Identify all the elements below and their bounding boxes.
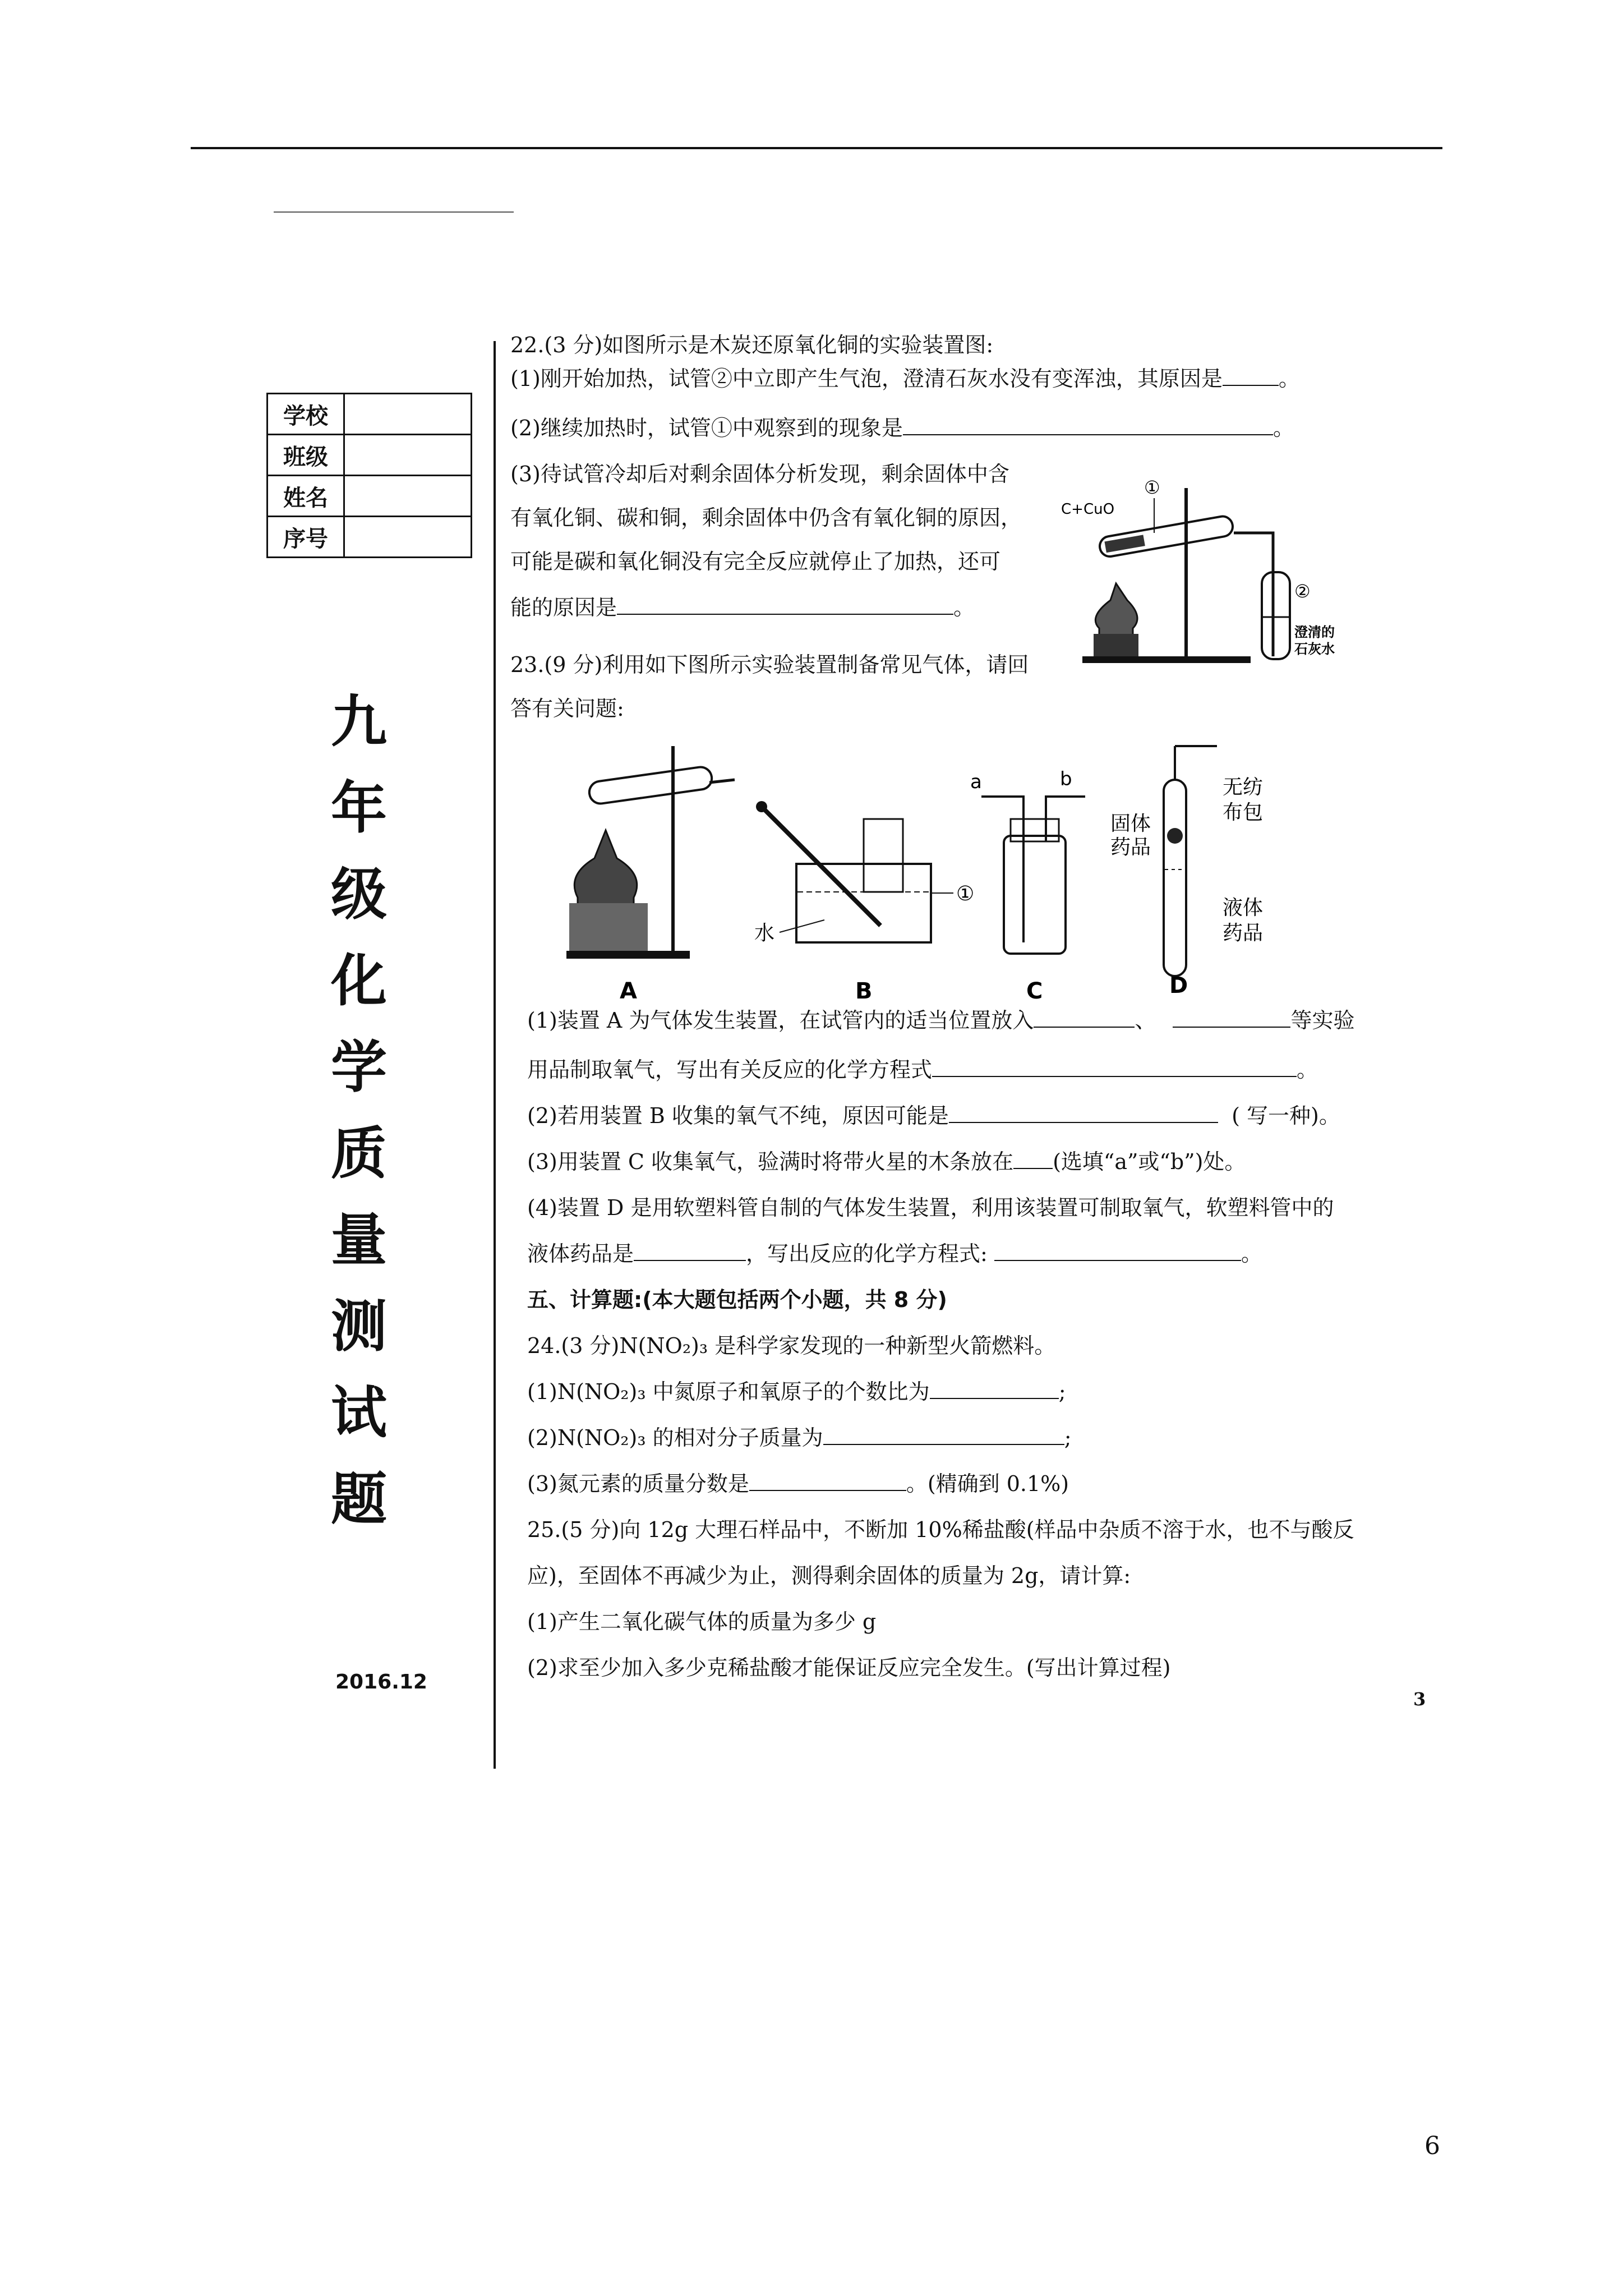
apparatus-B — [754, 801, 974, 1004]
exam-title-vertical — [325, 679, 393, 1543]
q22-part3-line1: (3)待试管冷却后对剩余固体分析发现，剩余固体中含 — [510, 462, 1009, 486]
exam-date: 2016.12 — [335, 1671, 427, 1694]
title-char: 学 — [331, 1034, 387, 1100]
apparatus-C — [970, 768, 1085, 1004]
q23-part1-text: (1)装置 A 为气体发生装置，在试管内的适当位置放入 — [527, 1008, 1034, 1033]
answer-blank[interactable] — [634, 1243, 746, 1261]
label-D: D — [1169, 973, 1188, 999]
label-B: B — [855, 978, 873, 1004]
port-b: b — [1060, 768, 1072, 790]
solid-label-line2: 药品 — [1110, 836, 1151, 859]
q23-part2-text: (2)若用装置 B 收集的氧气不纯，原因可能是 — [527, 1103, 949, 1128]
q25-stem-line2: 应)，至固体不再减少为止，测得剩余固体的质量为 2g，请计算: — [527, 1563, 1131, 1588]
answer-blank[interactable] — [823, 1427, 1064, 1445]
title-char: 题 — [331, 1466, 387, 1532]
q23-part2-tail: ( 写一种)。 — [1232, 1103, 1340, 1128]
limewater-label-line1: 澄清的 — [1294, 624, 1335, 640]
apparatus-A — [566, 746, 735, 1004]
answer-blank[interactable] — [949, 1105, 1218, 1123]
q22-stem: 22.(3 分)如图所示是木炭还原氧化铜的实验装置图: — [510, 333, 994, 357]
student-info-table — [266, 393, 472, 558]
q22-part2-text: (2)继续加热时，试管①中观察到的现象是 — [510, 416, 903, 440]
circle1-marker: ① — [956, 882, 975, 905]
q23-part3 — [527, 1149, 1246, 1175]
title-char: 级 — [331, 862, 387, 927]
title-char: 试 — [331, 1380, 387, 1446]
info-value-field[interactable] — [344, 435, 472, 476]
q24-part2: (2)N(NO₂)₃ 的相对分子质量为 ; — [527, 1425, 1072, 1450]
q23-part4-line2: 液体药品是 ，写出反应的化学方程式: 。 — [527, 1241, 1262, 1266]
info-label: 姓名 — [268, 476, 344, 517]
q25-part2: (2)求至少加入多少克稀盐酸才能保证反应完全发生。(写出计算过程) — [527, 1655, 1171, 1680]
water-label: 水 — [754, 922, 775, 945]
solid-label-line1: 固体 — [1110, 812, 1151, 835]
q23-part1-line1 — [527, 1007, 1354, 1033]
q22-apparatus-figure — [1060, 471, 1352, 679]
label-A: A — [620, 978, 637, 1004]
tube1-marker: ① — [1144, 477, 1160, 498]
info-row-name — [268, 476, 472, 517]
info-value-field[interactable] — [344, 476, 472, 517]
q23-part1-tail: 等实验 — [1290, 1008, 1355, 1033]
answer-blank[interactable] — [903, 417, 1273, 435]
label-C: C — [1026, 978, 1043, 1004]
port-a: a — [970, 771, 982, 793]
q24-part3-tail: 。(精确到 0.1%) — [906, 1471, 1069, 1496]
title-char: 量 — [331, 1207, 387, 1273]
title-char: 年 — [331, 775, 387, 841]
section5-heading: 五、计算题:(本大题包括两个小题，共 8 分) — [527, 1287, 947, 1312]
q22-part3-line2: 有氧化铜、碳和铜，剩余固体中仍含有氧化铜的原因， — [510, 505, 1022, 530]
inner-page-number: 3 — [1413, 1688, 1426, 1710]
info-value-field[interactable] — [344, 394, 472, 435]
binding-line — [494, 341, 496, 1769]
q23-part1-text2: 用品制取氧气，写出有关反应的化学方程式 — [527, 1057, 933, 1082]
page-number: 6 — [1424, 2132, 1440, 2160]
q23-part3-tail: (选填“a”或“b”)处。 — [1053, 1149, 1246, 1174]
q23-part2 — [527, 1103, 1340, 1129]
q22-part1: (1)刚开始加热，试管②中立即产生气泡，澄清石灰水没有变浑浊，其原因是 。 — [510, 366, 1300, 391]
q23-apparatus-figure — [555, 729, 1329, 1010]
info-label: 班级 — [268, 435, 344, 476]
info-row-number — [268, 517, 472, 558]
q23-part4-text: 液体药品是 — [527, 1241, 634, 1266]
answer-blank[interactable] — [749, 1473, 906, 1491]
q22-part3-text: 能的原因是 — [510, 595, 617, 620]
q25-stem-line1: 25.(5 分)向 12g 大理石样品中，不断加 10%稀盐酸(样品中杂质不溶于水，也不与酸反 — [527, 1517, 1354, 1542]
answer-blank[interactable] — [994, 1243, 1241, 1261]
liquid-label-line2: 药品 — [1223, 922, 1264, 945]
q23-part1-line2: 用品制取氧气，写出有关反应的化学方程式 。 — [527, 1057, 1318, 1082]
apparatus-D — [1110, 746, 1263, 999]
info-value-field[interactable] — [344, 517, 472, 558]
answer-blank[interactable] — [1223, 368, 1279, 386]
info-label: 序号 — [268, 517, 344, 558]
q23-stem-line1: 23.(9 分)利用如下图所示实验装置制备常见气体，请回 — [510, 652, 1029, 677]
bag-label-line2: 布包 — [1223, 801, 1264, 824]
title-char: 测 — [331, 1294, 387, 1359]
q23-part4-line1: (4)装置 D 是用软塑料管自制的气体发生装置，利用该装置可制取氧气，软塑料管中的 — [527, 1195, 1334, 1220]
bag-label-line1: 无纺 — [1223, 776, 1264, 799]
liquid-label-line1: 液体 — [1223, 896, 1264, 919]
q23-stem-line2: 答有关问题: — [510, 696, 624, 721]
q24-part1-text: (1)N(NO₂)₃ 中氮原子和氧原子的个数比为 — [527, 1379, 930, 1404]
limewater-label-line2: 石灰水 — [1294, 641, 1335, 657]
info-label: 学校 — [268, 394, 344, 435]
title-char: 质 — [331, 1121, 387, 1186]
reagent-label: C+CuO — [1061, 501, 1115, 518]
title-char: 九 — [331, 689, 387, 754]
answer-blank[interactable] — [930, 1381, 1059, 1399]
answer-blank[interactable] — [932, 1059, 1297, 1077]
separator: 、 — [1135, 1008, 1156, 1033]
short-rule — [274, 211, 514, 213]
title-char: 化 — [331, 948, 387, 1014]
q22-part2: (2)继续加热时，试管①中观察到的现象是 。 — [510, 416, 1294, 440]
q24-part2-text: (2)N(NO₂)₃ 的相对分子质量为 — [527, 1425, 823, 1450]
q22-part3-line4: 能的原因是 。 — [510, 595, 975, 620]
q24-part3-text: (3)氮元素的质量分数是 — [527, 1471, 749, 1496]
q23-part3-text: (3)用装置 C 收集氧气，验满时将带火星的木条放在 — [527, 1149, 1014, 1174]
q25-part1: (1)产生二氧化碳气体的质量为多少 g — [527, 1609, 877, 1634]
top-rule — [191, 147, 1442, 149]
q24-part1: (1)N(NO₂)₃ 中氮原子和氧原子的个数比为 ; — [527, 1379, 1066, 1404]
tube2-marker: ② — [1294, 581, 1311, 602]
q22-part1-text: (1)刚开始加热，试管②中立即产生气泡，澄清石灰水没有变浑浊，其原因是 — [510, 366, 1223, 391]
q24-stem: 24.(3 分)N(NO₂)₃ 是科学家发现的一种新型火箭燃料。 — [527, 1333, 1056, 1358]
q22-part3-line3: 可能是碳和氧化铜没有完全反应就停止了加热，还可 — [510, 549, 1001, 574]
info-row-school — [268, 394, 472, 435]
answer-blank[interactable] — [617, 597, 953, 615]
answer-blank[interactable] — [1173, 1010, 1290, 1028]
info-row-class — [268, 435, 472, 476]
answer-blank[interactable] — [1034, 1010, 1135, 1028]
q24-part3 — [527, 1471, 1069, 1497]
answer-blank[interactable] — [1013, 1151, 1053, 1169]
q23-part4-tail: ，写出反应的化学方程式: — [746, 1241, 988, 1266]
